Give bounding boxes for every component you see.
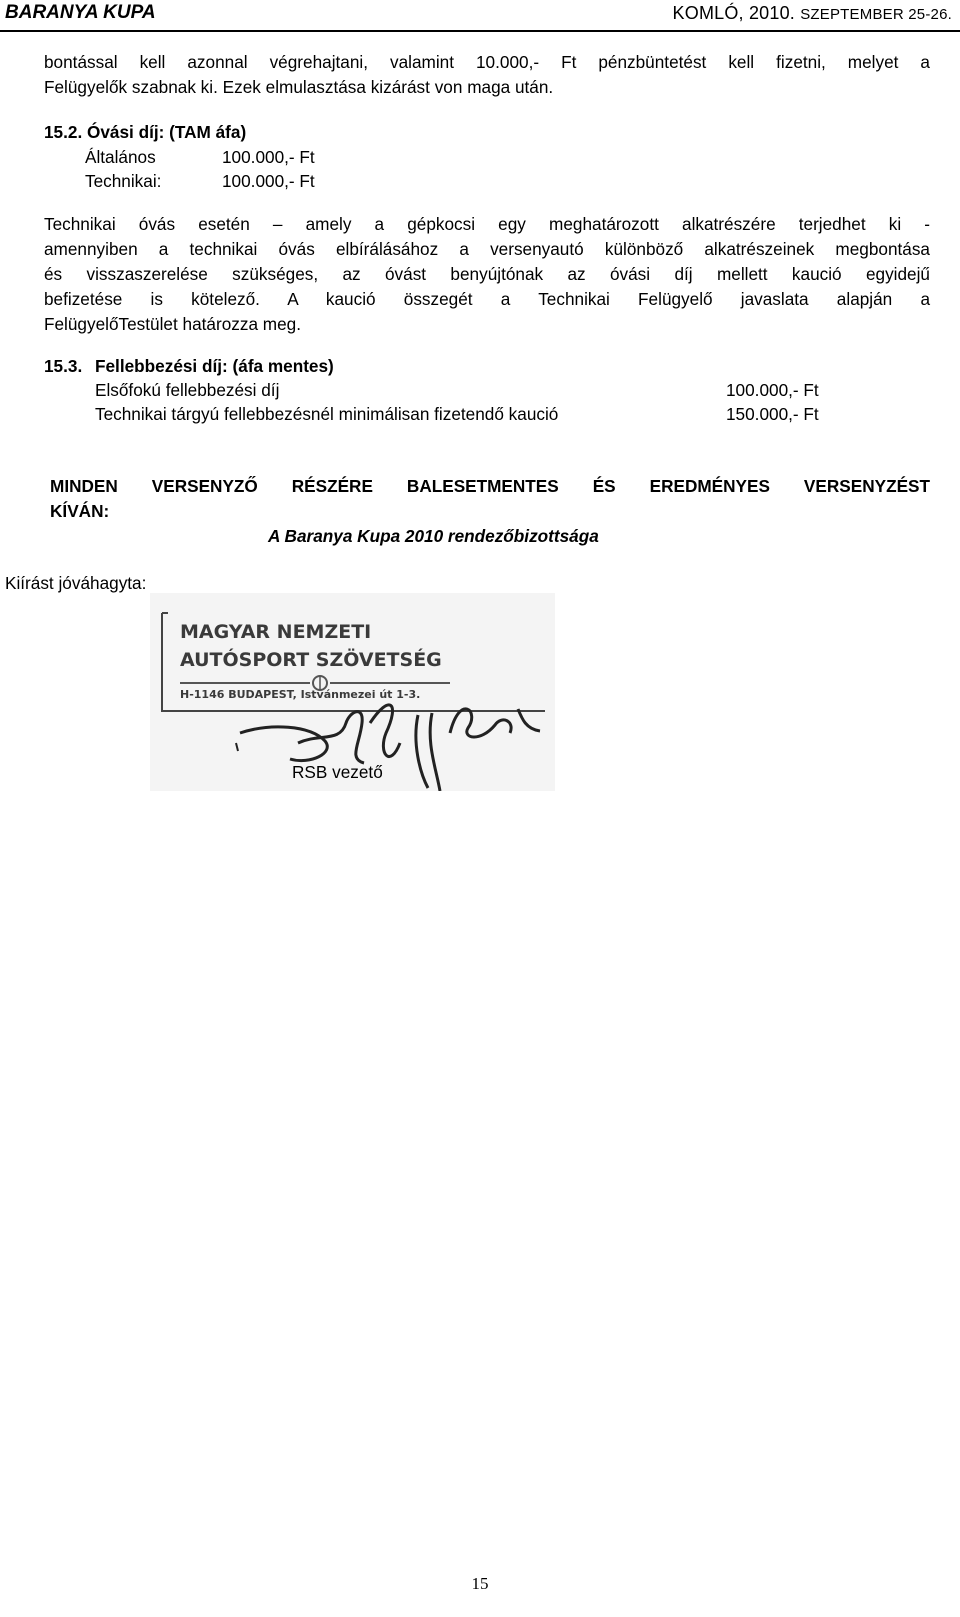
organizing-committee: A Baranya Kupa 2010 rendezőbizottsága [268, 526, 599, 546]
section-15-3-number: 15.3. [44, 356, 83, 376]
fee-general-value: 100.000,- Ft [222, 147, 315, 167]
section-15-3-title: Fellebbezési díj: (áfa mentes) [95, 356, 334, 376]
technical-line-2: amennyiben a technikai óvás elbírálásához a versenyautó különböző alkatrészeinek megbontása [44, 239, 930, 259]
header-title: BARANYA KUPA [5, 2, 156, 23]
stamp-line-1: MAGYAR NEMZETI [180, 621, 372, 643]
signatory-role: RSB vezető [292, 762, 383, 782]
approval-label: Kiírást jóváhagyta: [5, 573, 147, 593]
closing-line-1: MINDEN VERSENYZŐ RÉSZÉRE BALESETMENTES ÉS EREDMÉNYES VERSENYZÉST [50, 476, 930, 496]
section-15-2-title: 15.2. Óvási díj: (TAM áfa) [44, 122, 247, 142]
header-date [673, 3, 952, 24]
intro-paragraph [44, 50, 930, 100]
technical-protest-paragraph [44, 212, 930, 337]
technical-line-5: FelügyelőTestület határozza meg. [44, 314, 301, 334]
fee-technical-value: 100.000,- Ft [222, 171, 315, 191]
intro-line-2: Felügyelők szabnak ki. Ezek elmulasztása kizárást von maga után. [44, 77, 554, 97]
technical-line-1: Technikai óvás esetén – amely a gépkocsi egy meghatározott alkatrészére terjedhet ki - [44, 214, 930, 234]
page-number: 15 [471, 1574, 489, 1593]
stamp-line-2: AUTÓSPORT SZÖVETSÉG [180, 649, 442, 671]
fee-general-label: Általános [85, 147, 156, 167]
technical-line-3: és visszaszerelése szükséges, az óvást benyújtónak az óvási díj mellett kaució egyidejű [44, 264, 930, 284]
closing-wish [50, 474, 930, 524]
technical-line-4: befizetése is kötelező. A kaució összegét a Technikai Felügyelő javaslata alapján a [44, 289, 930, 309]
deposit-value: 150.000,- Ft [726, 404, 819, 424]
appeal-fee-value: 100.000,- Ft [726, 380, 819, 400]
page-header [0, 0, 960, 32]
fee-technical-label: Technikai: [85, 171, 162, 191]
header-date-main: KOMLÓ, 2010. [672, 3, 801, 23]
appeal-fee-label: Elsőfokú fellebbezési díj [95, 380, 280, 400]
header-date-month: SZEPTEMBER 25-26. [800, 6, 952, 23]
deposit-label: Technikai tárgyú fellebbezésnél minimálisan fizetendő kaució [95, 404, 559, 424]
closing-line-2: KÍVÁN: [50, 501, 110, 521]
stamp-line-3: H-1146 BUDAPEST, Istvánmezei út 1-3. [180, 688, 421, 701]
intro-line-1: bontással kell azonnal végrehajtani, valamint 10.000,- Ft pénzbüntetést kell fizetni, melyet a [44, 52, 930, 72]
